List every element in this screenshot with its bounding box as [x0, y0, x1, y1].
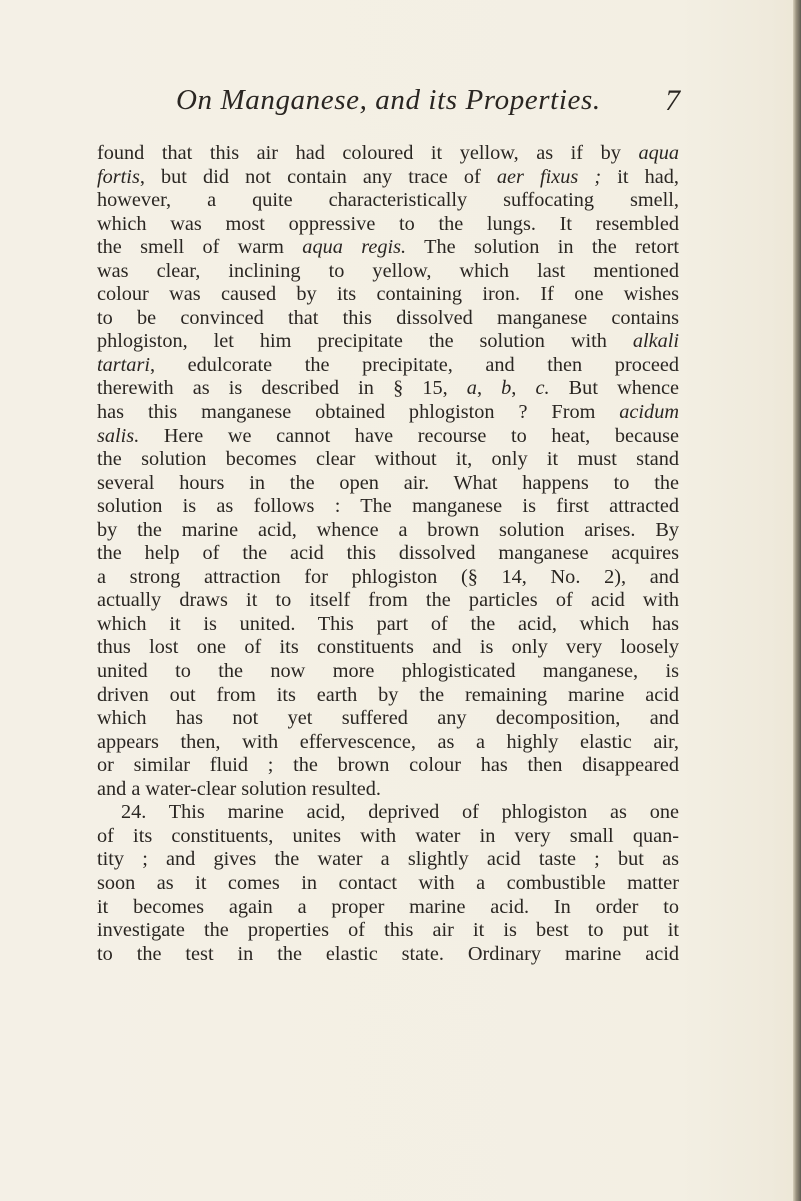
text-line	[97, 872, 679, 896]
text-line	[97, 425, 679, 449]
text-line	[97, 660, 679, 684]
text-line	[97, 731, 679, 755]
text-run: investigate the properties of this air it is best to put it	[97, 919, 679, 942]
text-line	[97, 848, 679, 872]
text-line	[97, 401, 679, 425]
text-line	[97, 613, 679, 637]
text-run: soon as it comes in contact with a combustible matter	[97, 871, 679, 894]
italic-text-run: acidum	[619, 401, 679, 424]
text-run: was clear, inclining to yellow, which last mentioned	[97, 259, 679, 282]
text-run: ,	[511, 377, 536, 400]
text-run: it had,	[601, 165, 680, 188]
text-line	[97, 166, 679, 190]
text-line	[97, 377, 679, 401]
text-run: tity ; and gives the water a slightly acid taste ; but as	[97, 848, 679, 871]
text-run: 24. This marine acid, deprived of phlogiston as one	[121, 801, 679, 824]
italic-text-run: alkali	[632, 330, 679, 353]
text-line	[97, 636, 679, 660]
text-run: appears then, with effervescence, as a highly elastic air,	[97, 730, 679, 753]
text-line	[97, 778, 679, 802]
text-run: The solution in the retort	[406, 236, 679, 259]
text-line	[97, 330, 679, 354]
text-line	[97, 919, 679, 943]
text-line	[97, 354, 679, 378]
text-run: of its constituents, unites with water in very small quan-	[97, 824, 679, 847]
text-run: it becomes again a proper marine acid. In order to	[97, 895, 679, 918]
text-line	[97, 825, 679, 849]
text-run: however, a quite characteristically suffocating smell,	[97, 189, 679, 212]
text-run: a strong attraction for phlogiston (§ 14, No. 2), and	[97, 565, 679, 588]
italic-text-run: aqua	[638, 142, 679, 164]
text-line	[97, 943, 679, 967]
text-line	[97, 896, 679, 920]
text-run: actually draws it to itself from the particles of acid with	[97, 589, 679, 612]
text-run: , but did not contain any trace of	[139, 165, 497, 188]
page-number: 7	[665, 84, 680, 117]
italic-text-run: salis.	[97, 424, 140, 447]
text-line	[97, 542, 679, 566]
text-line	[97, 589, 679, 613]
page-edge	[793, 0, 801, 1201]
body-text	[97, 142, 679, 966]
text-line	[97, 495, 679, 519]
text-line	[97, 754, 679, 778]
text-run: the smell of warm	[97, 236, 303, 259]
text-run: phlogiston, let him precipitate the solution with	[97, 330, 633, 353]
text-run: the help of the acid this dissolved manganese acquires	[97, 542, 679, 565]
text-line	[97, 142, 679, 166]
text-run: the solution becomes clear without it, only it must stand	[97, 448, 679, 471]
italic-text-run: aer fixus ;	[496, 165, 602, 188]
text-line	[97, 448, 679, 472]
text-line	[97, 519, 679, 543]
text-run: thus lost one of its constituents and is only very loosely	[97, 636, 679, 659]
text-line	[97, 213, 679, 237]
text-run: to the test in the elastic state. Ordinary marine acid	[97, 942, 679, 965]
text-line	[97, 307, 679, 331]
text-run: Here we cannot have recourse to heat, because	[139, 424, 679, 447]
text-run: But whence	[549, 377, 679, 400]
text-run: which was most oppressive to the lungs. It resembled	[97, 212, 679, 235]
text-run: which has not yet suffered any decomposition, and	[97, 707, 679, 730]
text-line	[97, 283, 679, 307]
text-run: driven out from its earth by the remaining marine acid	[97, 683, 679, 706]
text-run: or similar fluid ; the brown colour has then disappeared	[97, 754, 679, 777]
text-line	[97, 236, 679, 260]
text-line	[97, 472, 679, 496]
italic-text-run: a	[466, 377, 477, 400]
text-run: united to the now more phlogisticated manganese, is	[97, 660, 679, 683]
text-run: found that this air had coloured it yellow, as if by	[97, 142, 639, 164]
text-run: , edulcorate the precipitate, and then proceed	[149, 353, 679, 376]
running-title: On Manganese, and its Properties.	[176, 84, 601, 116]
text-run: to be convinced that this dissolved manganese contains	[97, 306, 679, 329]
text-line	[97, 566, 679, 590]
text-run: colour was caused by its containing iron. If one wishes	[97, 283, 679, 306]
text-run: which it is united. This part of the acid, which has	[97, 612, 679, 635]
text-run: and a water-clear solution resulted.	[97, 777, 381, 800]
page-header	[120, 84, 680, 124]
text-run: several hours in the open air. What happens to the	[97, 471, 679, 494]
text-run: therewith as is described in § 15,	[97, 377, 467, 400]
italic-text-run: fortis	[97, 165, 140, 188]
text-run: solution is as follows : The manganese is first attracted	[97, 495, 679, 518]
italic-text-run: aqua regis.	[302, 236, 407, 259]
text-line	[97, 189, 679, 213]
text-line	[97, 260, 679, 284]
text-line	[97, 707, 679, 731]
italic-text-run: c.	[535, 377, 550, 400]
text-run: has this manganese obtained phlogiston ? From	[97, 401, 620, 424]
italic-text-run: b	[501, 377, 512, 400]
text-run: by the marine acid, whence a brown solution arises. By	[97, 518, 679, 541]
text-line	[97, 684, 679, 708]
italic-text-run: tartari	[97, 353, 150, 376]
text-line	[97, 801, 679, 825]
text-run: ,	[476, 377, 502, 400]
